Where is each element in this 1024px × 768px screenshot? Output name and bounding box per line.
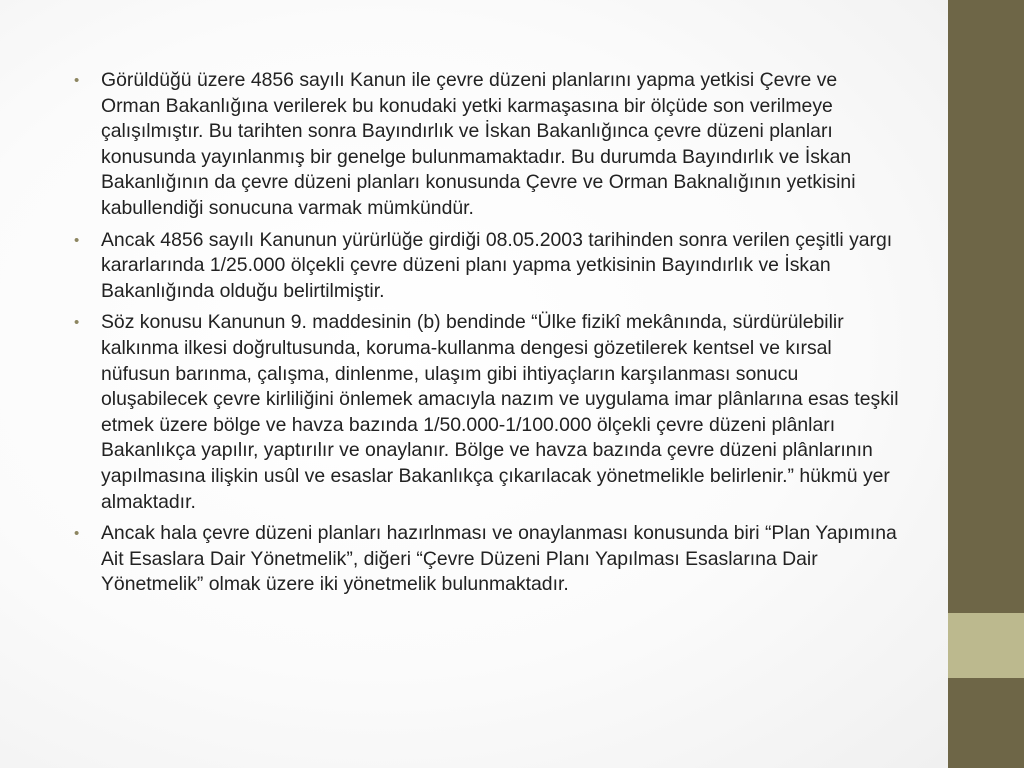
bullet-dot-icon: • xyxy=(74,231,80,249)
bullet-dot-icon: • xyxy=(74,525,80,543)
bullet-text: Görüldüğü üzere 4856 sayılı Kanun ile çevre düzeni planlarını yapma yetkisi Çevre ve Orman Bakanlığına verilerek bu konudaki yetki karmaşasına bir ölçüde son verilmeye çalışılmıştır. Bu tarihten sonra Bayındırlık ve İskan Bakanlığınca çevre düzeni planları konusunda yayınlanmış bir genelge bulunmamaktadır. Bu durumda Bayındırlık ve İskan Bakanlığının da çevre düzeni planları konusunda Çevre ve Orman Baknalığının yetkisini kabullendiği sonucuna varmak mümkündür. xyxy=(101,69,856,219)
side-decoration-accent xyxy=(948,613,1024,678)
bullet-dot-icon: • xyxy=(74,314,80,332)
bullet-text: Söz konusu Kanunun 9. maddesinin (b) bendinde “Ülke fizikî mekânında, sürdürülebilir kalkınma ilkesi doğrultusunda, koruma-kullanma dengesi gözetilerek kentsel ve kırsal nüfusun barınma, çalışma, dinlenme, ulaşım gibi ihtiyaçların karşılanması sonucu oluşabilecek çevre kirliliğini önlemek amacıyla nazım ve uygulama imar plânlarına esas teşkil etmek üzere bölge ve havza bazında 1/50.000-1/100.000 ölçekli çevre düzeni plânları Bakanlıkça yapılır, yaptırılır ve onaylanır. Bölge ve havza bazında çevre düzeni plânlarının yapılmasına ilişkin usûl ve esaslar Bakanlıkça çıkarılacak yönetmelikle belirlenir.” hükmü yer almaktadır. xyxy=(101,311,899,513)
bullet-item xyxy=(74,521,900,598)
bullet-dot-icon: • xyxy=(74,72,80,89)
bullet-list xyxy=(74,68,900,604)
bullet-item xyxy=(74,68,900,222)
bullet-text: Ancak hala çevre düzeni planları hazırlnması ve onaylanması konusunda biri “Plan Yapımına Ait Esaslara Dair Yönetmelik”, diğeri “Çevre Düzeni Planı Yapılması Esaslarına Dair Yönetmelik” olmak üzere iki yönetmelik bulunmaktadır. xyxy=(101,522,897,596)
bullet-item xyxy=(74,310,900,515)
bullet-item xyxy=(74,228,900,305)
bullet-text: Ancak 4856 sayılı Kanunun yürürlüğe girdiği 08.05.2003 tarihinden sonra verilen çeşitli yargı kararlarında 1/25.000 ölçekli çevre düzeni planı yapma yetkisinin Bayındırlık ve İskan Bakanlığında olduğu belirtilmiştir. xyxy=(101,228,893,302)
